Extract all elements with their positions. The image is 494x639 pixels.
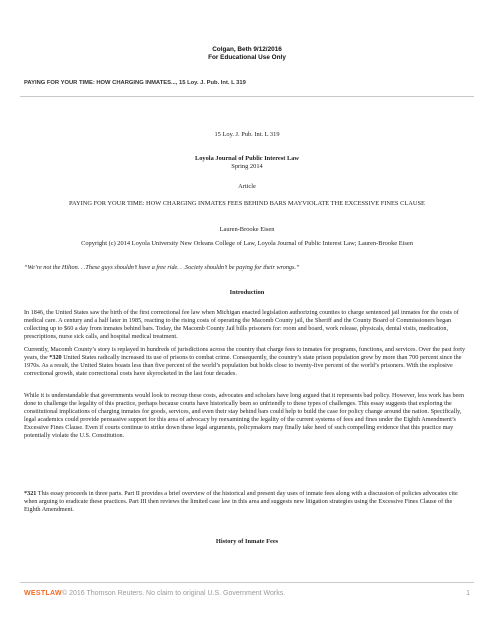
paragraph-4 (24, 490, 470, 514)
author: Lauren-Brooke Eisen (219, 226, 275, 233)
paragraph-3: While it is understandable that governments would look to recoup these costs, advocates and scholars have long argued that it represents bad policy. However, less work has been done to challenge the legality of this practice, perhaps because courts have historically been so unfriendly to these types of challenges. This essay suggests that exploring the constitutional implications of charging inmates for goods, services, and even their stay behind bars could help to build the case for policy change around the nation. Specifically, legal academics could provide persuasive support for this area of advocacy by reexamining the legality of the current systems of fees and fines under the Eighth Amendment’s Excessive Fines Clause. Even if courts continue to strike down these legal arguments, policymakers may finally take heed of such compelling evidence that this practice may potentially violate the U.S. Constitution. (24, 392, 465, 439)
star-page-321: *321 (24, 490, 37, 497)
page-number: 1 (466, 590, 470, 597)
paragraph-1: In 1846, the United States saw the birth of the first correctional fee law when Michigan enacted legislation authorizing counties to charge sentenced jail inmates for the costs of medical care. A century and a half later in 1985, reacting to the rising costs of operating the Macomb County jail, the Sheriff and the County Board of Commissioners began collecting up to $60 a day from inmates behind bars. Today, the Macomb County Jail bills prisoners for: room and board, work release, physicals, dental visits, medication, prescriptions, nurse sick calls, and hospital medical treatment. (24, 309, 459, 340)
running-citation: PAYING FOR YOUR TIME: HOW CHARGING INMATES..., 15 Loy. J. Pub. Int. L 319 (24, 80, 246, 86)
copyright-notice: © 2016 Thomson Reuters. No claim to original U.S. Government Works. (62, 590, 286, 597)
section-heading-history: History of Inmate Fees (215, 538, 279, 545)
section-heading-introduction: Introduction (229, 289, 265, 296)
journal-name: Loyola Journal of Public Interest Law (194, 155, 300, 162)
journal-issue: Spring 2014 (231, 163, 263, 170)
westlaw-logo: WESTLAW (24, 590, 62, 597)
usage-notice: For Educational Use Only (208, 54, 286, 61)
paragraph-2-text-b: United States radically increased its use of prisons to combat crime. Consequently, the country’s state prison population grew by more than 700 percent since the 1970s. As a result, the United States boasts less than five percent of the world’s population but holds close to twenty-five percent of the world’s prisoners. With the explosive correctional growth, state correctional costs have skyrocketed in the last four decades. (24, 354, 462, 377)
article-title: PAYING FOR YOUR TIME: HOW CHARGING INMATES FEES BEHIND BARS MAYVIOLATE THE EXCESSIVE FINES CLAUSE (69, 200, 425, 207)
user-stamp: Colgan, Beth 9/12/2016 (212, 46, 282, 53)
paragraph-2-text-a: Currently, Macomb County’s story is replayed in hundreds of jurisdictions across the country that charge fees to inmates for programs, functions, and services. Over the past forty years, the (24, 346, 466, 361)
footer-divider (20, 582, 474, 583)
paragraph-2 (24, 346, 470, 378)
doc-citation: 15 Loy. J. Pub. Int. L 319 (214, 131, 280, 138)
paragraph-4-text: This essay proceeds in three parts. Part II provides a brief overview of the historical and present day uses of inmate fees along with a discussion of policies advocates cite when arguing to eradicate these practices. Part III then reviews the limited case law in this area and suggests new litigation strategies using the Excessive Fines Clause of the Eighth Amendment. (24, 490, 458, 513)
article-type: Article (238, 183, 256, 190)
header-divider (20, 96, 474, 97)
star-page-320: *320 (49, 354, 62, 361)
epigraph: “We’re not the Hilton. . .These guys shouldn’t have a free ride. . .Society shouldn’t be paying for their wrongs.” (24, 264, 300, 271)
copyright: Copyright (c) 2014 Loyola University New Orleans College of Law, Loyola Journal of Public Interest Law; Lauren-Brooke Eisen (81, 240, 413, 247)
